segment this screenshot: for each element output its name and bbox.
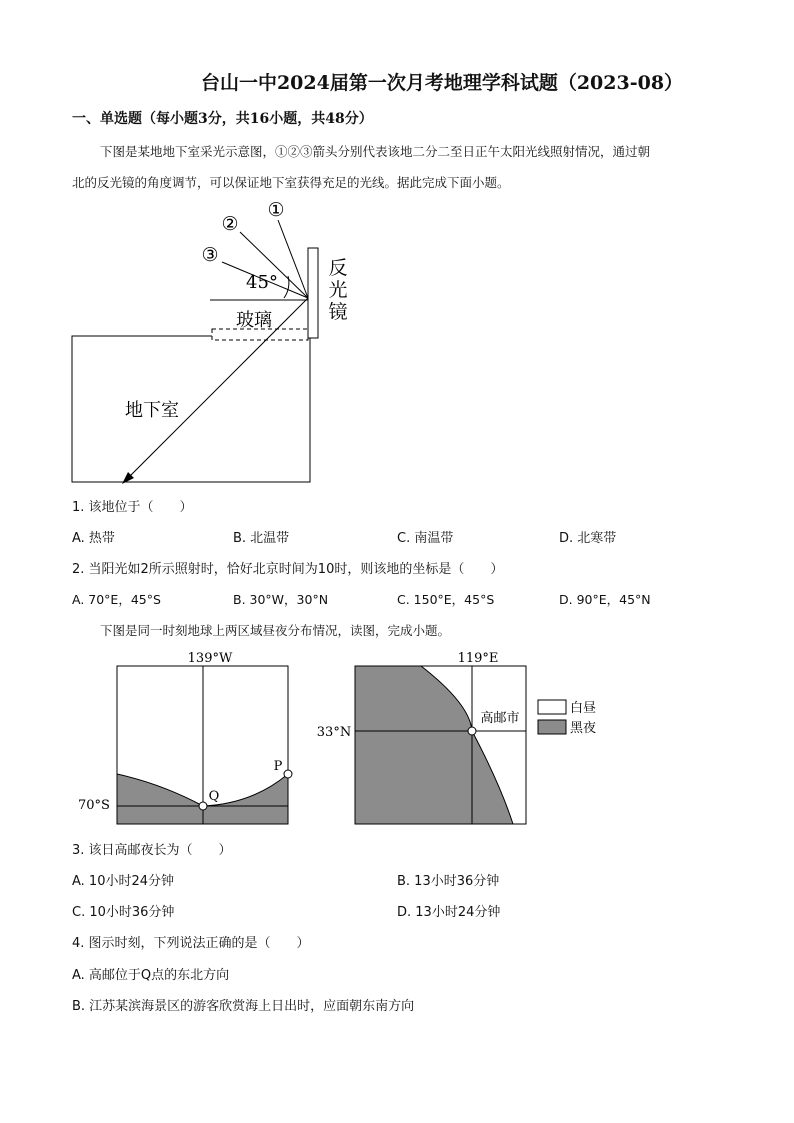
q1-option-a: A. 热带 xyxy=(72,531,115,546)
mirror-label-2: 光 xyxy=(328,279,348,301)
q4-option-b: B. 江苏某滨海景区的游客欣赏海上日出时，应面朝东南方向 xyxy=(72,999,415,1014)
q3-option-d: D. 13小时24分钟 xyxy=(397,905,501,920)
point-q-label: Q xyxy=(208,789,220,804)
legend-day-swatch xyxy=(538,700,566,714)
q1-stem: 1. 该地位于（ ） xyxy=(72,500,193,515)
q3-stem: 3. 该日高邮夜长为（ ） xyxy=(72,843,232,858)
q2-stem: 2. 当阳光如2所示照射时，恰好北京时间为10时，则该地的坐标是（ ） xyxy=(72,562,504,577)
mirror-label-1: 反 xyxy=(328,257,348,279)
figure-basement-lighting xyxy=(60,192,380,492)
basement-label: 地下室 xyxy=(125,400,179,421)
legend xyxy=(538,700,596,736)
q1-option-b: B. 北温带 xyxy=(233,531,290,546)
right-longitude-label: 119°E xyxy=(457,651,499,666)
intro1-line1: 下图是某地地下室采光示意图，①②③箭头分别代表该地二分二至日正午太阳光线照射情况，通过朝 xyxy=(100,144,651,159)
ray-label-3: ③ xyxy=(201,244,219,266)
q1-option-d: D. 北寒带 xyxy=(559,531,617,546)
q2-option-b: B. 30°W，30°N xyxy=(233,592,329,607)
page-title: 台山一中2024届第一次月考地理学科试题（2023-08） xyxy=(200,72,684,94)
q4-stem: 4. 图示时刻，下列说法正确的是（ ） xyxy=(72,936,310,951)
legend-night-swatch xyxy=(538,720,566,734)
glass-label: 玻璃 xyxy=(236,310,272,331)
reflector-mirror xyxy=(308,248,318,338)
point-p-marker xyxy=(284,770,292,778)
left-latitude-label: 70°S xyxy=(78,798,110,813)
left-longitude-label: 139°W xyxy=(187,651,233,666)
right-panel xyxy=(317,651,526,824)
basement-box xyxy=(72,336,310,482)
figure-day-night xyxy=(70,644,630,830)
reflected-ray xyxy=(126,298,308,480)
intro2: 下图是同一时刻地球上两区域昼夜分布情况，读图，完成小题。 xyxy=(100,623,451,638)
q2-option-c: C. 150°E，45°S xyxy=(397,592,495,607)
q1-option-c: C. 南温带 xyxy=(397,531,454,546)
section-heading: 一、单选题（每小题3分，共16小题，共48分） xyxy=(72,111,373,127)
q3-option-a: A. 10小时24分钟 xyxy=(72,874,175,889)
q3-option-c: C. 10小时36分钟 xyxy=(72,905,175,920)
right-latitude-label: 33°N xyxy=(316,725,352,740)
gaoyou-marker xyxy=(468,727,476,735)
q2-option-d: D. 90°E，45°N xyxy=(559,592,651,607)
q2-option-a: A. 70°E，45°S xyxy=(72,592,161,607)
ray-1 xyxy=(278,220,308,298)
ray-label-1: ① xyxy=(267,199,285,221)
legend-day-label: 白昼 xyxy=(570,701,597,716)
point-p-label: P xyxy=(273,759,283,774)
intro1-line2: 北的反光镜的角度调节，可以保证地下室获得充足的光线。据此完成下面小题。 xyxy=(72,175,510,190)
angle-label: 45° xyxy=(246,272,278,293)
right-night-area xyxy=(355,666,513,824)
left-panel xyxy=(78,651,292,824)
q4-option-a: A. 高邮位于Q点的东北方向 xyxy=(72,968,230,983)
legend-night-label: 黑夜 xyxy=(570,721,597,736)
q3-option-b: B. 13小时36分钟 xyxy=(397,874,500,889)
gaoyou-label: 高邮市 xyxy=(480,711,520,726)
ray-label-2: ② xyxy=(221,213,239,235)
point-q-marker xyxy=(199,802,207,810)
mirror-label-3: 镜 xyxy=(328,301,348,323)
